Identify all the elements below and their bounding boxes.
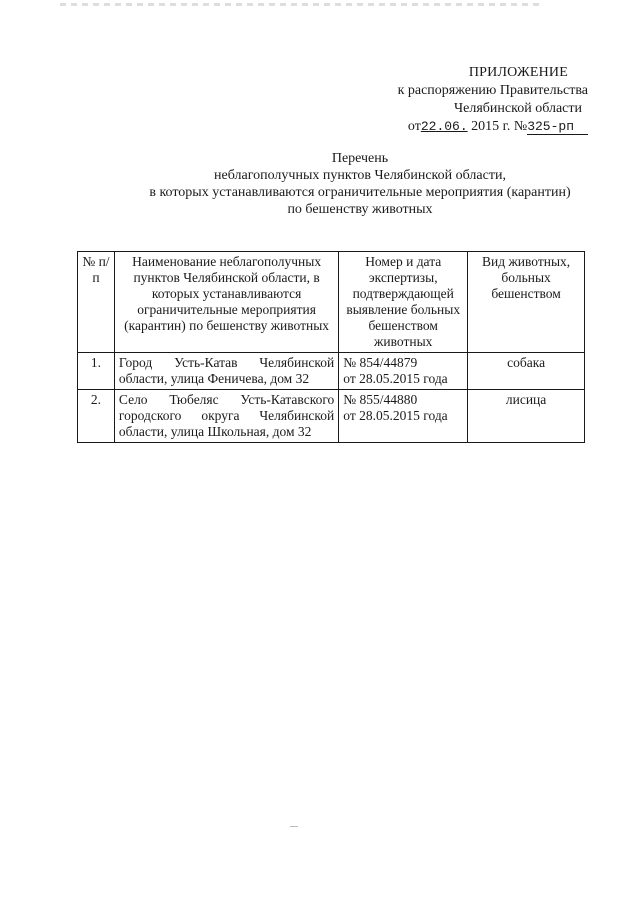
header-kind: Вид животных, больных бешенством (468, 252, 585, 353)
row-name: Село Тюбеляс Усть-Катавского городского округа Челябинской области, улица Школьная, дом 32 (114, 390, 338, 443)
row-ref (339, 390, 468, 443)
heading-line-1: Перечень (331, 151, 389, 166)
row-ref-date: от 28.05.2015 года (343, 408, 448, 423)
appendix-title: ПРИЛОЖЕНИЕ (468, 65, 568, 80)
date-prefix: от (407, 119, 421, 134)
table-header-row (78, 252, 585, 353)
table-row (78, 390, 585, 443)
localities-table (77, 251, 585, 443)
appendix-block (328, 64, 588, 136)
table-row (78, 353, 585, 390)
scan-artifact (60, 3, 540, 6)
row-kind: лисица (468, 390, 585, 443)
row-ref (339, 353, 468, 390)
appendix-line-2: Челябинской области (454, 101, 582, 116)
row-num: 2. (78, 390, 115, 443)
appendix-date-line (328, 118, 588, 136)
row-num: 1. (78, 353, 115, 390)
date-year: 2015 г. № (467, 119, 528, 134)
number-field (527, 119, 588, 135)
heading-line-4: по бешенству животных (287, 202, 433, 217)
heading-line-2: неблагополучных пунктов Челябинской области, (214, 168, 506, 183)
number-tail (574, 119, 588, 134)
header-ref: Номер и дата экспертизы, подтверждающей выявление больных бешенством животных (339, 252, 468, 353)
row-kind: собака (468, 353, 585, 390)
row-name: Город Усть-Катав Челябинской области, улица Феничева, дом 32 (114, 353, 338, 390)
scan-artifact (290, 826, 298, 827)
row-ref-number: № 855/44880 (343, 392, 418, 407)
row-ref-number: № 854/44879 (343, 355, 418, 370)
row-ref-date: от 28.05.2015 года (343, 371, 448, 386)
appendix-line-1: к распоряжению Правительства (397, 83, 588, 98)
document-heading (100, 150, 620, 218)
number-value: 325-рп (527, 119, 574, 134)
date-value: 22.06. (420, 119, 468, 134)
heading-line-3: в которых устанавливаются ограничительные мероприятия (карантин) (149, 185, 571, 200)
header-num: № п/п (78, 252, 115, 353)
header-name: Наименование неблагополучных пунктов Челябинской области, в которых устанавливаются ограничительные мероприятия (карантин) по бешенству животных (114, 252, 338, 353)
